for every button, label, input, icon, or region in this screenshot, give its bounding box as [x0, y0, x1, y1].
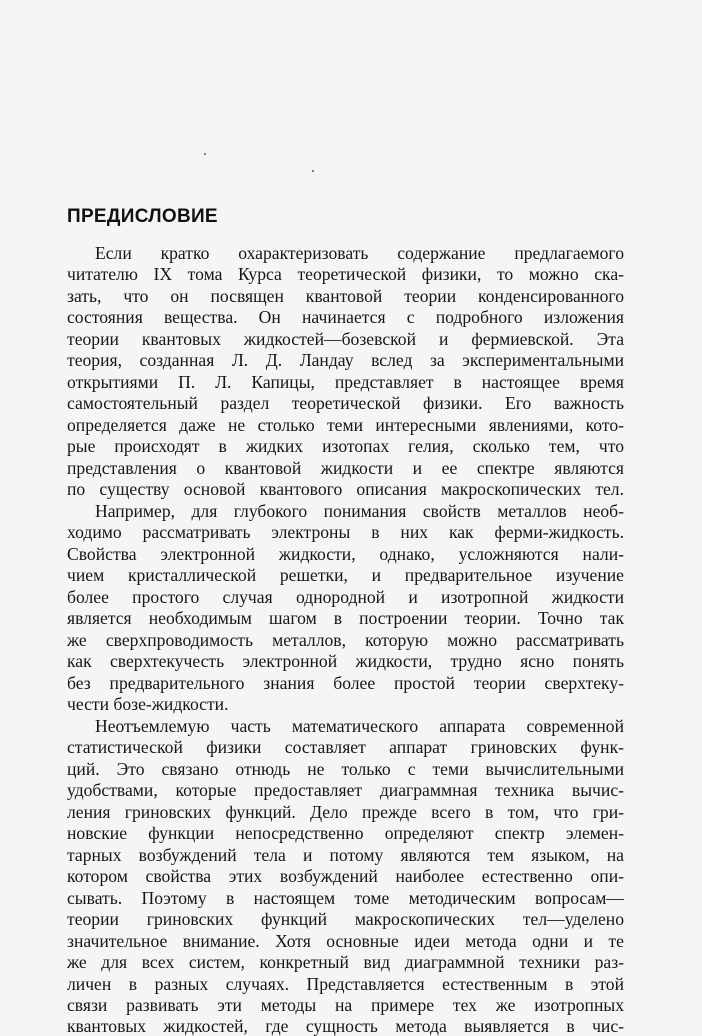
- text-line: самостоятельный раздел теоретической физики. Его важность: [67, 393, 624, 413]
- text-line: чести бозе-жидкости.: [67, 694, 229, 714]
- text-line: же сверхпроводимость металлов, которую можно рассматривать: [67, 630, 624, 650]
- text-line: Если кратко охарактеризовать содержание предлагаемого: [95, 243, 624, 263]
- text-line: без предварительного знания более простой теории сверхтеку-: [67, 673, 624, 693]
- text-line: тарных возбуждений тела и потому являются тем языком, на: [67, 845, 624, 865]
- text-line: теории квантовых жидкостей—бозевской и фермиевской. Эта: [67, 329, 624, 349]
- text-line: ций. Это связано отнюдь не только с теми вычислительными: [67, 759, 624, 779]
- text-line: значительное внимание. Хотя основные идеи метода одни и те: [67, 931, 624, 951]
- text-line: рые происходят в жидких изотопах гелия, сколько тем, что: [67, 436, 624, 456]
- text-line: Например, для глубокого понимания свойств металлов необ-: [95, 501, 624, 521]
- text-line: теории гриновских функций макроскопических тел—уделено: [67, 909, 624, 929]
- text-line: определяется даже не столько теми интересными явлениями, кото-: [67, 415, 624, 435]
- page-title: ПРЕДИСЛОВИЕ: [67, 206, 218, 227]
- text-line: теория, созданная Л. Д. Ландау вслед за экспериментальными: [67, 350, 624, 370]
- text-line: удобствами, которые предоставляет диаграммная техника вычис-: [67, 780, 624, 800]
- text-line: зать, что он посвящен квантовой теории конденсированного: [67, 286, 624, 306]
- text-line: более простого случая однородной и изотропной жидкости: [67, 587, 624, 607]
- scan-speck: [204, 153, 206, 155]
- text-line: читателю IX тома Курса теоретической физики, то можно ска-: [67, 264, 624, 284]
- text-line: новские функции непосредственно определяют спектр элемен-: [67, 823, 624, 843]
- text-line: статистической физики составляет аппарат гриновских функ-: [67, 737, 624, 757]
- text-line: ления гриновских функций. Дело прежде всего в том, что гри-: [67, 802, 624, 822]
- text-line: Свойства электронной жидкости, однако, усложняются нали-: [67, 544, 624, 564]
- text-line: как сверхтекучесть электронной жидкости, трудно ясно понять: [67, 651, 624, 671]
- text-line: Неотъемлемую часть математического аппарата современной: [95, 716, 624, 736]
- text-line: ходимо рассматривать электроны в них как ферми-жидкость.: [67, 522, 624, 542]
- text-line: же для всех систем, конкретный вид диаграммной техники раз-: [67, 952, 624, 972]
- text-line: связи развивать эти методы на примере тех же изотропных: [67, 995, 624, 1015]
- text-line: котором свойства этих возбуждений наиболее естественно опи-: [67, 866, 624, 886]
- text-line: представления о квантовой жидкости и ее спектре являются: [67, 458, 624, 478]
- text-line: сывать. Поэтому в настоящем томе методическим вопросам—: [67, 888, 624, 908]
- text-line: открытиями П. Л. Капицы, представляет в настоящее время: [67, 372, 624, 392]
- text-line: по существу основой квантового описания макроскопических тел.: [67, 479, 624, 499]
- text-line: чием кристаллической решетки, и предварительное изучение: [67, 565, 624, 585]
- text-line: личен в разных случаях. Представляется естественным в этой: [67, 974, 624, 994]
- text-line: квантовых жидкостей, где сущность метода выявляется в чис-: [67, 1016, 624, 1036]
- text-line: состояния вещества. Он начинается с подробного изложения: [67, 307, 624, 327]
- scan-speck: [312, 170, 314, 172]
- text-line: является необходимым шагом в построении теории. Точно так: [67, 608, 624, 628]
